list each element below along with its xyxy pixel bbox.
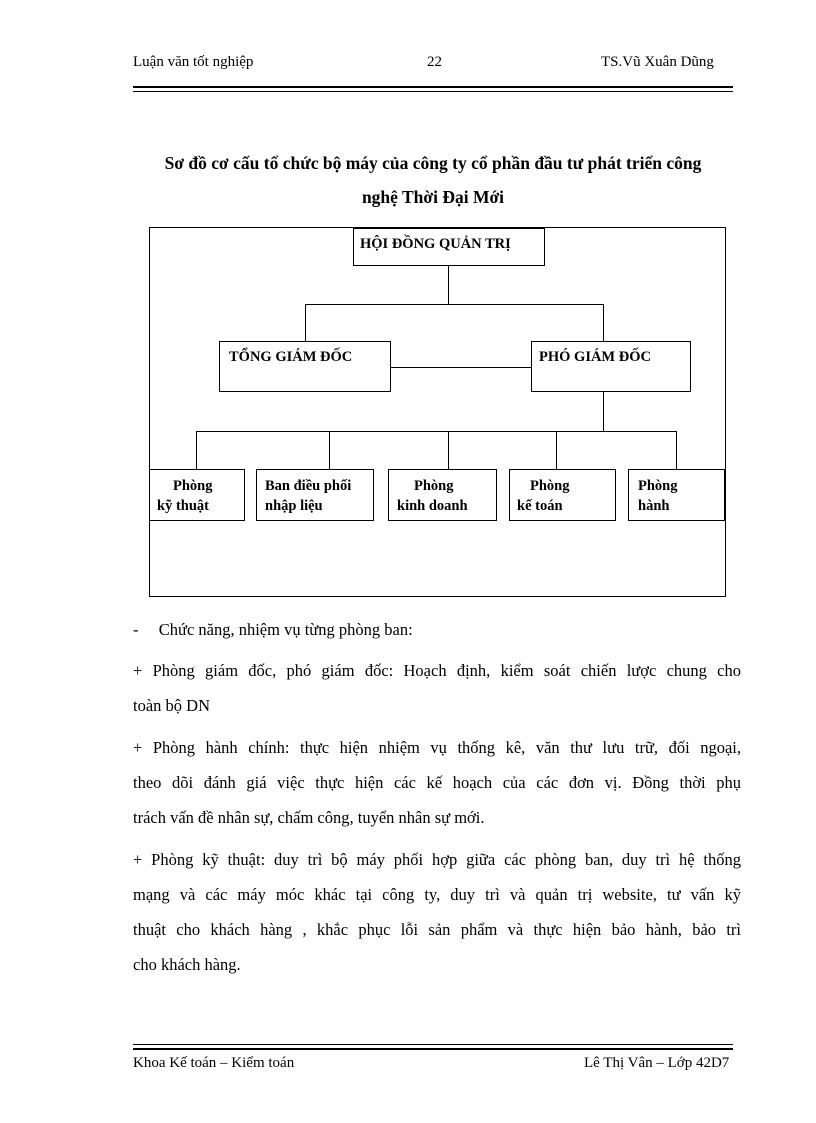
paragraph-tech-line3: thuật cho khách hàng , khắc phục lỗi sản phẩm và thực hiện bảo hành, bảo trì: [133, 920, 741, 939]
bullet-line: [133, 612, 741, 647]
deputy-director-label: PHÓ GIÁM ĐỐC: [539, 349, 651, 365]
paragraph-directors-line1: + Phòng giám đốc, phó giám đốc: Hoạch định, kiểm soát chiến lược chung cho: [133, 661, 741, 680]
footer-rule-thin: [133, 1044, 733, 1045]
chart-frame: [150, 228, 726, 597]
paragraph-directors-line2: toàn bộ DN: [133, 696, 210, 715]
dept-5-line1: Phòng: [638, 478, 678, 494]
paragraph-tech-line4: cho khách hàng.: [133, 955, 241, 974]
paragraph-admin-line2: theo dõi đánh giá việc thực hiện các kế hoạch của các đơn vị. Đồng thời phụ: [133, 773, 741, 792]
dept-2-line1: Ban điều phối: [265, 478, 352, 494]
footer-right: Lê Thị Vân – Lớp 42D7: [584, 1055, 730, 1071]
dept-1-line1: Phòng: [173, 478, 213, 494]
dept-4-line1: Phòng: [530, 478, 570, 494]
chart-title-line1: Sơ đồ cơ cấu tổ chức bộ máy của công ty cổ phần đầu tư phát triển công: [164, 153, 702, 173]
dept-1-line2: kỹ thuật: [157, 498, 209, 514]
footer-rule-thick: [133, 1048, 733, 1050]
board-label: HỘI ĐỒNG QUẢN TRỊ: [360, 236, 511, 252]
paragraph-tech-line1: + Phòng kỹ thuật: duy trì bộ máy phối hợp giữa các phòng ban, duy trì hệ thống: [133, 850, 741, 869]
dept-3-line1: Phòng: [414, 478, 454, 494]
paragraph-admin-line3: trách vấn đề nhân sự, chấm công, tuyển nhân sự mới.: [133, 808, 485, 827]
page-number: 22: [427, 54, 442, 70]
paragraph-tech: [133, 842, 741, 982]
bullet-marker: -: [133, 620, 139, 639]
bullet-text: Chức năng, nhiệm vụ từng phòng ban:: [158, 620, 413, 639]
paragraph-admin: [133, 730, 741, 835]
paragraph-directors: [133, 653, 741, 723]
dept-5-line2: hành: [638, 498, 670, 514]
general-director-label: TỔNG GIÁM ĐỐC: [229, 349, 353, 365]
dept-3-line2: kinh doanh: [397, 498, 468, 514]
header-right: TS.Vũ Xuân Dũng: [601, 54, 714, 70]
chart-title-line2: nghệ Thời Đại Mới: [361, 187, 505, 207]
footer-left: Khoa Kế toán – Kiểm toán: [133, 1055, 295, 1071]
dept-2-line2: nhập liệu: [265, 498, 323, 514]
dept-4-line2: kế toán: [517, 498, 563, 514]
header-left: Luận văn tốt nghiệp: [133, 54, 254, 70]
paragraph-admin-line1: + Phòng hành chính: thực hiện nhiệm vụ thống kê, văn thư lưu trữ, đối ngoại,: [133, 738, 741, 757]
paragraph-tech-line2: mạng và các máy móc khác tại công ty, duy trì và quản trị website, tư vấn kỹ: [133, 885, 741, 904]
